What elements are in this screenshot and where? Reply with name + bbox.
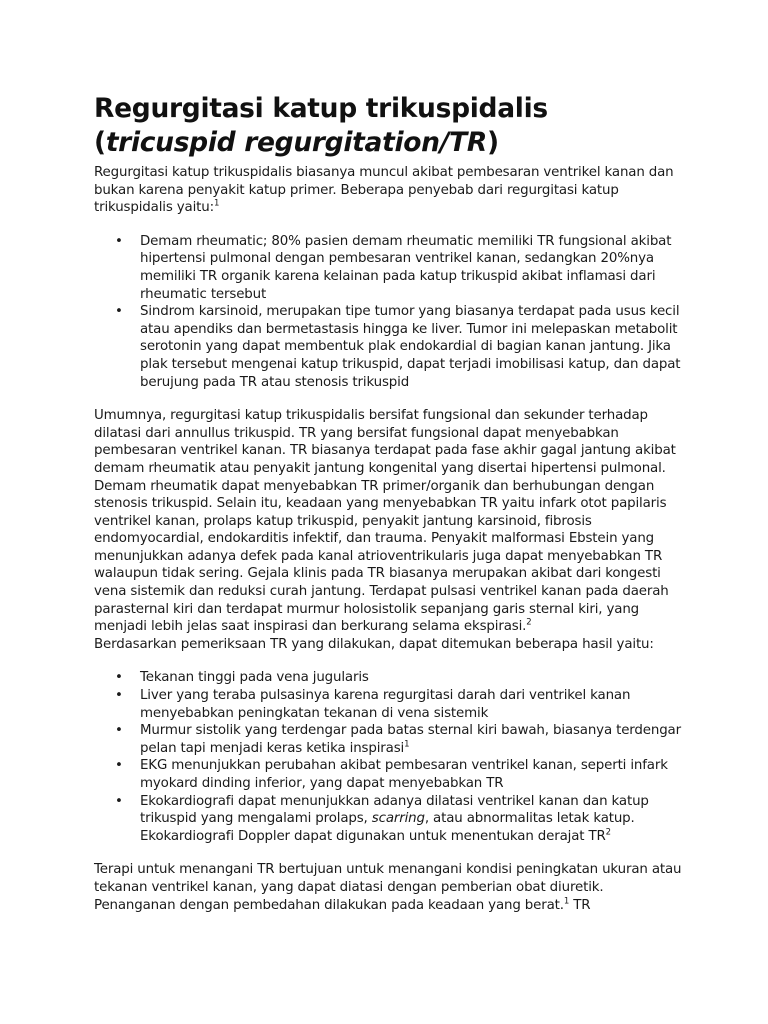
therapy-footnote-ref: 1 — [563, 896, 570, 907]
title-italic-term: tricuspid regurgitation/TR — [105, 127, 487, 158]
list-item — [115, 757, 684, 792]
echo-text-after: , atau abnormalitas letak katup. Ekokardiografi Doppler dapat digunakan untuk menentukan derajat TR — [140, 811, 635, 844]
list-item — [115, 303, 684, 391]
echo-text-before: Ekokardiografi dapat menunjukkan adanya dilatasi ventrikel kanan dan katup trikuspid yang mengalami prolaps, — [140, 793, 649, 827]
list-item — [115, 669, 684, 687]
findings-list — [94, 669, 684, 845]
footnote-ref: 2 — [605, 827, 611, 838]
intro-text: Regurgitasi katup trikuspidalis biasanya muncul akibat pembesaran ventrikel kanan dan bukan karena penyakit katup primer. Beberapa penyebab dari regurgitasi katup trikuspidalis yaitu: — [94, 165, 674, 216]
list-item-text: Liver yang teraba pulsasinya karena regurgitasi darah dari ventrikel kanan menyebabkan peningkatan tekanan di vena sistemik — [140, 688, 631, 721]
list-item-text: Tekanan tinggi pada vena jugularis — [140, 670, 369, 686]
list-item-text: Murmur sistolik yang terdengar pada batas sternal kiri bawah, biasanya terdengar pelan tapi menjadi keras ketika inspirasi — [140, 723, 681, 756]
list-item-text: Demam rheumatic; 80% pasien demam rheumatic memiliki TR fungsional akibat hipertensi pulmonal dengan pembesaran ventrikel kanan, sedangkan 20%nya memiliki TR organik karena kelainan pada katup trikuspid akibat inflamasi dari rheumatic tersebut — [140, 233, 672, 302]
echo-italic-term: scarring — [371, 811, 425, 827]
title-open-paren: ( — [94, 127, 106, 158]
causes-list — [94, 233, 684, 391]
bullet-marker: • — [115, 723, 123, 739]
main-paragraph-text: Umumnya, regurgitasi katup trikuspidalis bersifat fungsional dan sekunder terhadap dilatasi dari annullus trikuspid. TR yang bersifat fungsional dapat menyebabkan pembesaran ventrikel kanan. TR biasanya terdapat pada fase akhir gagal jantung akibat demam rheumatik atau penyakit jantung kongenital yang disertai hipertensi pulmonal. Demam rheumatik dapat menyebabkan TR primer/organik dan berhubungan dengan stenosis trikuspid. Selain itu, keadaan yang menyebabkan TR yaitu infark otot papilaris ventrikel kanan, prolaps katup trikuspid, penyakit jantung karsinoid, fibrosis endomyocardial, endokarditis infektif, dan trauma. Penyakit malformasi Ebstein yang menunjukkan adanya defek pada kanal atrioventrikularis juga dapat menyebabkan TR walaupun tidak sering. Gejala klinis pada TR biasanya merupakan akibat dari kongesti vena sistemik dan reduksi curah jantung. Terdapat pulsasi ventrikel kanan pada daerah parasternal kiri dan terdapat murmur holosistolik sepanjang garis sternal kiri, yang menjadi lebih jelas saat inspirasi dan berkurang selama ekspirasi. — [94, 408, 676, 635]
findings-intro: Berdasarkan pemeriksaan TR yang dilakukan, dapat ditemukan beberapa hasil yaitu: — [94, 636, 654, 652]
therapy-trailing-text: TR — [569, 897, 591, 913]
bullet-marker: • — [115, 233, 123, 249]
list-item — [115, 233, 684, 303]
title-close-paren: ) — [486, 127, 499, 158]
list-item-text: EKG menunjukkan perubahan akibat pembesaran ventrikel kanan, seperti infark myokard dinding inferior, yang dapat menyebabkan TR — [140, 758, 668, 791]
footnote-ref: 1 — [404, 739, 410, 750]
bullet-marker: • — [115, 304, 123, 320]
page-title — [94, 92, 684, 160]
document-page — [94, 92, 684, 914]
main-paragraph — [94, 407, 684, 636]
therapy-text: Terapi untuk menangani TR bertujuan untuk menangani kondisi peningkatan ukuran atau tekanan ventrikel kanan, yang dapat diatasi dengan pemberian obat diuretik. Penanganan dengan pembedahan dilakukan pada keadaan yang berat. — [94, 862, 682, 913]
list-item-text: Sindrom karsinoid, merupakan tipe tumor yang biasanya terdapat pada usus kecil atau apendiks dan bermetastasis hingga ke liver. Tumor ini melepaskan metabolit serotonin yang dapat membentuk plak endokardial di bagian kanan jantung. Jika plak tersebut mengenai katup trikuspid, dapat terjadi imobilisasi katup, dan dapat berujung pada TR atau stenosis trikuspid — [140, 304, 681, 390]
bullet-marker: • — [115, 758, 123, 774]
main-footnote-ref: 2 — [526, 617, 532, 628]
intro-footnote-ref: 1 — [213, 198, 220, 209]
bullet-marker: • — [115, 688, 123, 704]
therapy-paragraph — [94, 861, 684, 914]
list-item — [115, 687, 684, 722]
list-item — [115, 722, 684, 757]
bullet-marker: • — [115, 670, 123, 686]
article-body — [94, 164, 684, 914]
title-line-1: Regurgitasi katup trikuspidalis — [94, 93, 548, 124]
list-item — [115, 793, 684, 846]
intro-paragraph — [94, 164, 684, 217]
bullet-marker: • — [115, 793, 123, 809]
